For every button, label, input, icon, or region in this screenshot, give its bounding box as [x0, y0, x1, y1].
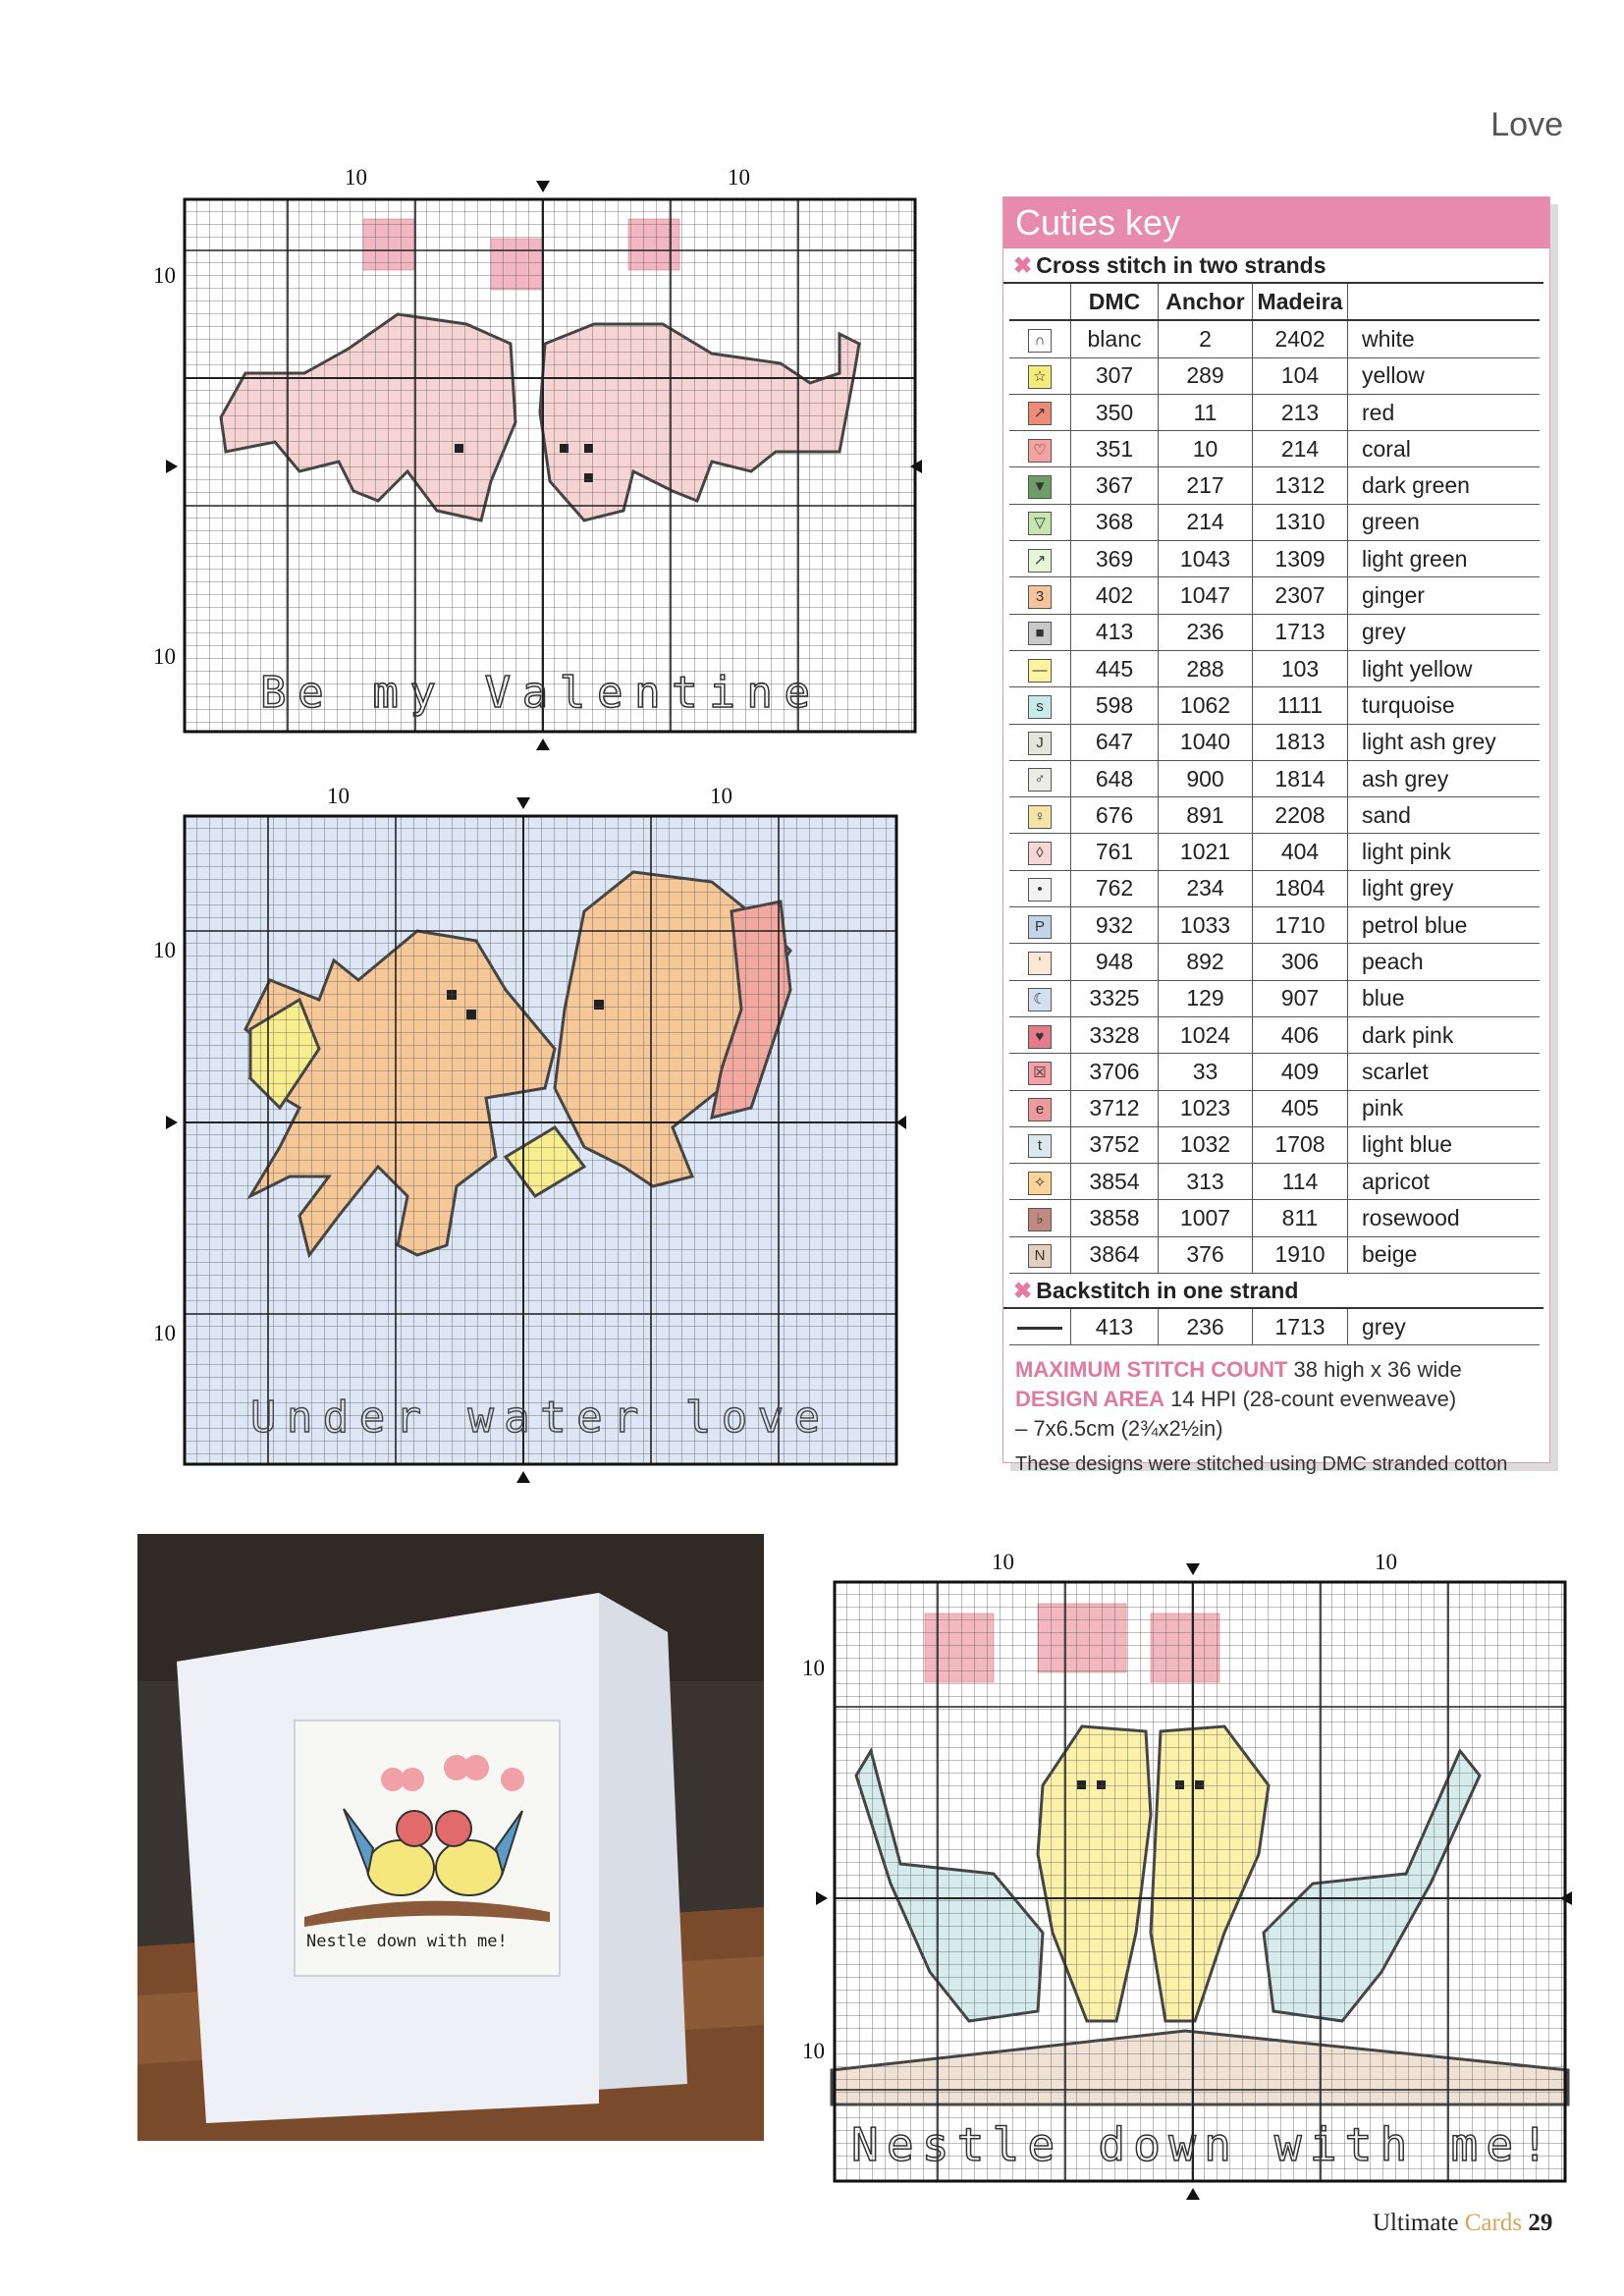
- anchor-code: 217: [1159, 467, 1253, 504]
- thread-symbol-icon: ♥: [1028, 1025, 1052, 1049]
- chart-be-my-valentine: [162, 177, 928, 766]
- thread-color-name: peach: [1348, 944, 1541, 980]
- thread-color-name: blue: [1348, 980, 1541, 1016]
- madeira-code: 1312: [1253, 467, 1348, 504]
- dmc-code: 413: [1071, 614, 1159, 650]
- dmc-code: 369: [1071, 541, 1159, 577]
- row-label: 10: [153, 644, 176, 669]
- thread-color-name: light yellow: [1348, 650, 1541, 686]
- backstitch-row: [1009, 1309, 1540, 1345]
- madeira-code: 405: [1253, 1090, 1348, 1126]
- thread-color-name: light pink: [1348, 834, 1541, 870]
- dmc-code: blanc: [1071, 320, 1159, 357]
- thread-color-name: dark pink: [1348, 1016, 1541, 1053]
- dmc-code: 3858: [1071, 1200, 1159, 1236]
- dmc-code: 3854: [1071, 1164, 1159, 1200]
- key-row: [1009, 907, 1540, 944]
- thread-symbol-icon: ☾: [1028, 988, 1052, 1011]
- thread-symbol-icon: ◊: [1028, 842, 1052, 865]
- chart-nestle-down: [812, 1559, 1588, 2208]
- cross-stitch-heading: [1003, 248, 1543, 284]
- thread-symbol-icon: 3: [1028, 585, 1052, 609]
- madeira-code: 1708: [1253, 1126, 1348, 1163]
- thread-color-name: beige: [1348, 1236, 1541, 1273]
- cuties-key: [1002, 196, 1550, 1476]
- madeira-code: 811: [1253, 1200, 1348, 1236]
- card-photo: [137, 1534, 764, 2141]
- chart-caption: Be my Valentine: [260, 668, 810, 718]
- dmc-code: 647: [1071, 724, 1159, 760]
- key-row: [1009, 614, 1540, 650]
- key-row: [1009, 1236, 1540, 1273]
- anchor-code: 1024: [1159, 1016, 1253, 1053]
- anchor-code: 2: [1159, 320, 1253, 357]
- anchor-code: 1021: [1159, 834, 1253, 870]
- design-area-value: 14 HPI (28-count evenweave): [1170, 1387, 1457, 1412]
- dmc-code: 761: [1071, 834, 1159, 870]
- backstitch-table: [1009, 1309, 1540, 1345]
- anchor-code: 1043: [1159, 541, 1253, 577]
- col-anchor: Anchor: [1159, 284, 1253, 320]
- thread-color-name: apricot: [1348, 1164, 1541, 1200]
- dmc-code: 367: [1071, 467, 1159, 504]
- row-label: 10: [802, 1656, 825, 1680]
- key-row: [1009, 504, 1540, 540]
- thread-symbol-icon: ♂: [1028, 768, 1052, 792]
- key-row: [1009, 394, 1540, 430]
- dmc-code: 445: [1071, 650, 1159, 686]
- thread-symbol-icon: P: [1028, 915, 1052, 939]
- anchor-code: 288: [1159, 650, 1253, 686]
- thread-symbol-icon: N: [1028, 1244, 1052, 1268]
- thread-symbol-icon: ☒: [1028, 1062, 1052, 1085]
- madeira-code: 2307: [1253, 577, 1348, 614]
- anchor-code: 1032: [1159, 1126, 1253, 1163]
- dmc-code: 948: [1071, 944, 1159, 980]
- thread-symbol-icon: e: [1028, 1098, 1052, 1121]
- thread-symbol-icon: ♡: [1028, 439, 1052, 463]
- thread-color-name: turquoise: [1348, 687, 1541, 724]
- anchor-code: 900: [1159, 760, 1253, 796]
- chart-under-water-love: [162, 793, 928, 1491]
- dmc-code: 762: [1071, 870, 1159, 906]
- madeira-code: 1710: [1253, 907, 1348, 944]
- thread-color-name: white: [1348, 320, 1541, 357]
- dmc-code: 676: [1071, 797, 1159, 834]
- anchor-code: 33: [1159, 1054, 1253, 1090]
- thread-symbol-icon: ✧: [1028, 1172, 1052, 1195]
- key-row: [1009, 467, 1540, 504]
- madeira-code: 1111: [1253, 687, 1348, 724]
- thread-color-name: red: [1348, 394, 1541, 430]
- thread-symbol-icon: ʻ: [1028, 952, 1052, 975]
- thread-color-name: ginger: [1348, 577, 1541, 614]
- backstitch-heading-text: Backstitch in one strand: [1036, 1278, 1299, 1304]
- thread-color-name: grey: [1348, 614, 1541, 650]
- anchor-code: 289: [1159, 357, 1253, 394]
- row-label: 10: [802, 2039, 825, 2063]
- key-table: [1009, 284, 1540, 1274]
- thread-color-name: light green: [1348, 541, 1541, 577]
- madeira-code: 1910: [1253, 1236, 1348, 1273]
- col-dmc: DMC: [1071, 284, 1159, 320]
- madeira-code: 404: [1253, 834, 1348, 870]
- section-title: Love: [1490, 106, 1563, 143]
- madeira-code: 103: [1253, 650, 1348, 686]
- thread-color-name: ash grey: [1348, 760, 1541, 796]
- key-row: [1009, 687, 1540, 724]
- madeira-code: 104: [1253, 357, 1348, 394]
- key-row: [1009, 650, 1540, 686]
- design-area-label: DESIGN AREA: [1015, 1387, 1164, 1412]
- col-label: 10: [728, 165, 750, 190]
- thread-symbol-icon: •: [1028, 878, 1052, 902]
- col-label: 10: [992, 1550, 1014, 1574]
- dmc-code: 648: [1071, 760, 1159, 796]
- backstitch-line-icon: [1017, 1327, 1062, 1330]
- max-stitch-label: MAXIMUM STITCH COUNT: [1015, 1357, 1288, 1383]
- thread-color-name: petrol blue: [1348, 907, 1541, 944]
- thread-symbol-icon: ♭: [1028, 1208, 1052, 1231]
- key-row: [1009, 320, 1540, 357]
- thread-symbol-icon: —: [1028, 659, 1052, 683]
- key-row: [1009, 1016, 1540, 1053]
- bs-name: grey: [1348, 1309, 1541, 1345]
- col-label: 10: [710, 784, 732, 808]
- thread-color-name: pink: [1348, 1090, 1541, 1126]
- thread-color-name: scarlet: [1348, 1054, 1541, 1090]
- anchor-code: 891: [1159, 797, 1253, 834]
- madeira-code: 114: [1253, 1164, 1348, 1200]
- madeira-code: 409: [1253, 1054, 1348, 1090]
- thread-symbol-icon: ☆: [1028, 365, 1052, 389]
- dmc-code: 3752: [1071, 1126, 1159, 1163]
- anchor-code: 313: [1159, 1164, 1253, 1200]
- cross-stitch-heading-text: Cross stitch in two strands: [1036, 252, 1326, 278]
- anchor-code: 234: [1159, 870, 1253, 906]
- key-row: [1009, 577, 1540, 614]
- card-caption: Nestle down with me!: [306, 1932, 508, 1951]
- key-row: [1009, 357, 1540, 394]
- anchor-code: 1023: [1159, 1090, 1253, 1126]
- anchor-code: 214: [1159, 504, 1253, 540]
- anchor-code: 892: [1159, 944, 1253, 980]
- madeira-code: 1310: [1253, 504, 1348, 540]
- anchor-code: 1007: [1159, 1200, 1253, 1236]
- dmc-code: 368: [1071, 504, 1159, 540]
- key-row: [1009, 834, 1540, 870]
- thread-color-name: yellow: [1348, 357, 1541, 394]
- col-label: 10: [1375, 1550, 1397, 1574]
- publication-name-accent: Cards: [1464, 2210, 1523, 2236]
- thread-color-name: dark green: [1348, 467, 1541, 504]
- thread-color-name: coral: [1348, 431, 1541, 467]
- max-stitch-value: 38 high x 36 wide: [1293, 1357, 1462, 1383]
- key-title: Cuties key: [1003, 197, 1549, 248]
- col-label: 10: [345, 165, 367, 190]
- key-note: These designs were stitched using DMC stranded cotton: [1015, 1453, 1508, 1476]
- dmc-code: 932: [1071, 907, 1159, 944]
- madeira-code: 2402: [1253, 320, 1348, 357]
- chart-caption: Under water love: [250, 1393, 820, 1443]
- madeira-code: 213: [1253, 394, 1348, 430]
- key-row: [1009, 724, 1540, 760]
- dmc-code: 3325: [1071, 980, 1159, 1016]
- cross-icon: ✖: [1013, 252, 1033, 278]
- dmc-code: 350: [1071, 394, 1159, 430]
- col-madeira: Madeira: [1253, 284, 1348, 320]
- key-footer: [1003, 1345, 1549, 1479]
- thread-symbol-icon: ↗: [1028, 402, 1052, 425]
- dmc-code: 351: [1071, 431, 1159, 467]
- madeira-code: 907: [1253, 980, 1348, 1016]
- madeira-code: 306: [1253, 944, 1348, 980]
- thread-color-name: rosewood: [1348, 1200, 1541, 1236]
- dmc-code: 3712: [1071, 1090, 1159, 1126]
- key-row: [1009, 1090, 1540, 1126]
- key-row: [1009, 1200, 1540, 1236]
- bs-anchor: 236: [1159, 1309, 1253, 1345]
- row-label: 10: [153, 263, 176, 288]
- key-row: [1009, 1126, 1540, 1163]
- anchor-code: 129: [1159, 980, 1253, 1016]
- anchor-code: 1033: [1159, 907, 1253, 944]
- thread-color-name: light ash grey: [1348, 724, 1541, 760]
- thread-color-name: light blue: [1348, 1126, 1541, 1163]
- key-row: [1009, 980, 1540, 1016]
- key-row: [1009, 870, 1540, 906]
- madeira-code: 1804: [1253, 870, 1348, 906]
- cross-icon: ✖: [1013, 1278, 1033, 1304]
- key-row: [1009, 944, 1540, 980]
- thread-symbol-icon: ↗: [1028, 549, 1052, 573]
- key-row: [1009, 760, 1540, 796]
- bs-dmc: 413: [1071, 1309, 1159, 1345]
- thread-symbol-icon: J: [1028, 732, 1052, 755]
- anchor-code: 376: [1159, 1236, 1253, 1273]
- madeira-code: 1813: [1253, 724, 1348, 760]
- madeira-code: 2208: [1253, 797, 1348, 834]
- anchor-code: 1047: [1159, 577, 1253, 614]
- row-label: 10: [153, 1321, 176, 1345]
- madeira-code: 406: [1253, 1016, 1348, 1053]
- thread-symbol-icon: s: [1028, 695, 1052, 719]
- madeira-code: 1814: [1253, 760, 1348, 796]
- page-number: 29: [1528, 2210, 1553, 2236]
- row-label: 10: [153, 938, 176, 962]
- madeira-code: 1309: [1253, 541, 1348, 577]
- dmc-code: 307: [1071, 357, 1159, 394]
- dmc-code: 3706: [1071, 1054, 1159, 1090]
- thread-color-name: green: [1348, 504, 1541, 540]
- dmc-code: 598: [1071, 687, 1159, 724]
- thread-color-name: sand: [1348, 797, 1541, 834]
- backstitch-heading: [1003, 1274, 1543, 1309]
- thread-symbol-icon: ■: [1028, 622, 1052, 645]
- key-row: [1009, 431, 1540, 467]
- thread-symbol-icon: t: [1028, 1134, 1052, 1158]
- page-footer: [1373, 2210, 1552, 2237]
- key-row: [1009, 1054, 1540, 1090]
- anchor-code: 10: [1159, 431, 1253, 467]
- design-area-size: – 7x6.5cm (2¾x2½in): [1015, 1416, 1223, 1442]
- key-row: [1009, 541, 1540, 577]
- anchor-code: 1040: [1159, 724, 1253, 760]
- madeira-code: 1713: [1253, 614, 1348, 650]
- thread-symbol-icon: ∩: [1028, 329, 1052, 353]
- thread-color-name: light grey: [1348, 870, 1541, 906]
- chart-caption: Nestle down with me!: [851, 2118, 1548, 2171]
- publication-name: Ultimate: [1373, 2210, 1465, 2236]
- key-row: [1009, 1164, 1540, 1200]
- anchor-code: 236: [1159, 614, 1253, 650]
- dmc-code: 3864: [1071, 1236, 1159, 1273]
- anchor-code: 1062: [1159, 687, 1253, 724]
- key-row: [1009, 797, 1540, 834]
- thread-symbol-icon: ▽: [1028, 512, 1052, 535]
- thread-symbol-icon: ♀: [1028, 805, 1052, 829]
- dmc-code: 3328: [1071, 1016, 1159, 1053]
- anchor-code: 11: [1159, 394, 1253, 430]
- col-label: 10: [327, 784, 350, 808]
- dmc-code: 402: [1071, 577, 1159, 614]
- thread-symbol-icon: ▼: [1028, 475, 1052, 499]
- madeira-code: 214: [1253, 431, 1348, 467]
- bs-madeira: 1713: [1253, 1309, 1348, 1345]
